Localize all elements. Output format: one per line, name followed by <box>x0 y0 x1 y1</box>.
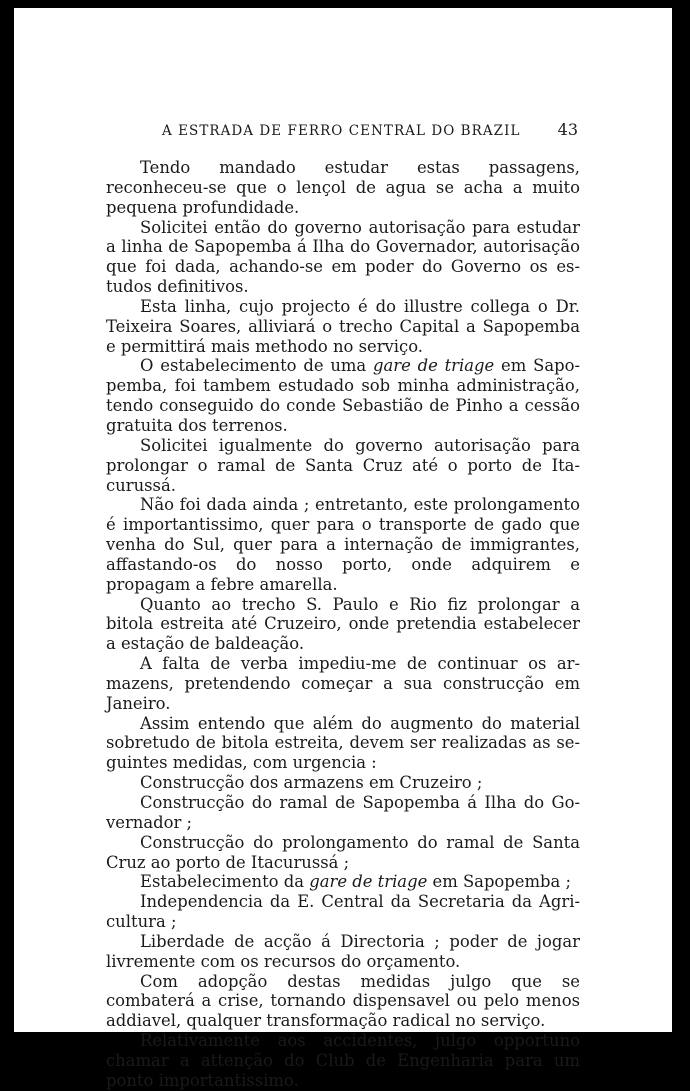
book-page <box>14 8 672 1090</box>
paragraph-text: em Sapopemba, foi tambem estudado sob minha administração, tendo conseguido do conde Sebastião de Pinho a cessão gratuita dos terrenos. <box>106 356 580 435</box>
paragraph: Com adopção destas medidas julgo que se combaterá a crise, tornando dispensavel ou pelo menos addiavel, qualquer transformação radical no serviço. <box>106 971 580 1031</box>
body-text <box>106 158 580 1091</box>
running-head <box>106 120 578 142</box>
paragraph: Tendo mandado estudar estas passagens, reconheceu-se que o lençol de agua se acha a muito pequena profundidade. <box>106 158 580 217</box>
paragraph: A falta de verba impediu-me de continuar os armazens, pretendendo começar a sua construcção em Janeiro. <box>106 654 580 713</box>
list-item <box>106 872 580 892</box>
paragraph <box>106 356 580 435</box>
list-item: Construcção do prolongamento do ramal de Santa Cruz ao porto de Itacurussá ; <box>106 832 580 872</box>
list-item: Independencia da E. Central da Secretaria da Agricultura ; <box>106 892 580 932</box>
paragraph: Relativamente aos accidentes, julgo opportuno chamar a attenção do Club de Engenharia para um ponto importantissimo. <box>106 1031 580 1090</box>
italic-term: gare de triage <box>309 872 428 892</box>
paragraph: Esta linha, cujo projecto é do illustre collega o Dr. Teixeira Soares, alliviará o trecho Capital a Sapopemba e permittirá mais methodo no serviço. <box>106 296 580 356</box>
paragraph: Não foi dada ainda ; entretanto, este prolongamento é importantissimo, quer para o transporte de gado que venha do Sul, quer para a internação de immigrantes, affastando-os do nosso porto, onde adquirem e propagam a febre amarella. <box>106 495 580 594</box>
paragraph: Assim entendo que além do augmento do material sobretudo de bitola estreita, devem ser realizadas as seguintes medidas, com urgencia : <box>106 713 580 773</box>
paragraph-text: Estabelecimento da <box>140 872 310 892</box>
paragraph: Solicitei então do governo autorisação para estudar a linha de Sapopemba á Ilha do Governador, autorisação que foi dada, achando-se em poder do Governo os estudos definitivos. <box>106 217 580 297</box>
paragraph: Quanto ao trecho S. Paulo e Rio fiz prolongar a bitola estreita até Cruzeiro, onde pretendia estabelecer a estação de baldeação. <box>106 594 580 654</box>
list-item: Construcção do ramal de Sapopemba á Ilha do Governador ; <box>106 793 580 832</box>
paragraph: Solicitei igualmente do governo autorisação para prolongar o ramal de Santa Cruz até o porto de Itacurussá. <box>106 435 580 495</box>
list-item: Construcção dos armazens em Cruzeiro ; <box>140 773 483 793</box>
paragraph-text: em Sapopemba ; <box>427 872 572 892</box>
list-item: Liberdade de acção á Directoria ; poder de jogar livremente com os recursos do orçamento. <box>106 931 580 971</box>
running-title: A ESTRADA DE FERRO CENTRAL DO BRAZIL <box>162 123 521 139</box>
italic-term: gare de triage <box>373 356 495 376</box>
paragraph-text: O estabelecimento de uma <box>140 356 373 376</box>
page-number: 43 <box>557 120 578 139</box>
